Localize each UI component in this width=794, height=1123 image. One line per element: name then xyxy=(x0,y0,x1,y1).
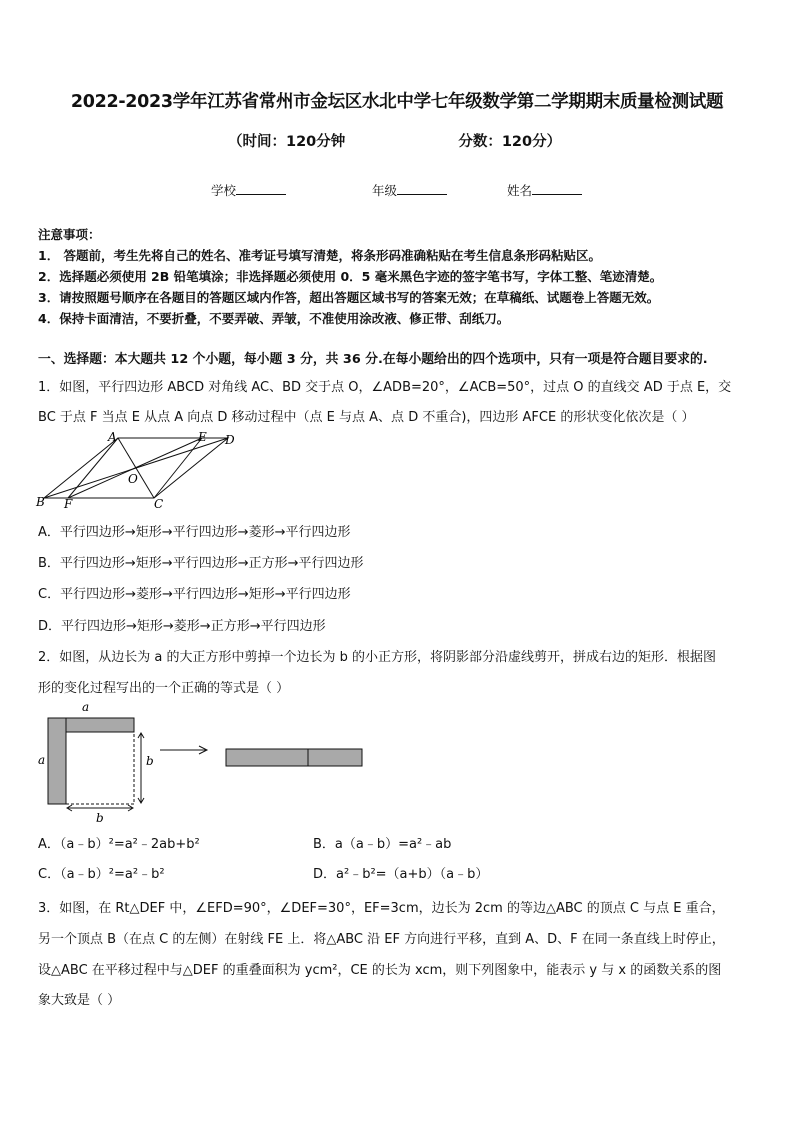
label-E: E xyxy=(198,430,207,444)
note-item: 3．请按照题号顺序在各题目的答题区域内作答，超出答题区域书写的答案无效；在草稿纸、试题卷上答题无效。 xyxy=(38,290,660,305)
q1-text-line: 1．如图，平行四边形 ABCD 对角线 AC、BD 交于点 O，∠ADB=20°，∠ACB=50°，过点 O 的直线交 AD 于点 E，交 xyxy=(38,380,732,395)
q3-text-line: 另一个顶点 B（在点 C 的左侧）在射线 FE 上．将△ABC 沿 EF 方向进行平移，直到 A、D、F 在同一条直线上时停止， xyxy=(38,932,725,947)
label-C: C xyxy=(154,497,164,511)
notes-heading: 注意事项： xyxy=(38,227,101,242)
q2-option-b[interactable]: B．a（a﹣b）=a²﹣ab xyxy=(313,837,452,852)
label-right-b: b xyxy=(146,754,154,768)
total-score: 分数：120分） xyxy=(458,134,562,150)
note-item: 2．选择题必须使用 2B 铅笔填涂；非选择题必须使用 0．5 毫米黑色字迹的签字笔书写，字体工整、笔迹清楚。 xyxy=(38,269,663,284)
label-B: B xyxy=(36,495,45,509)
label-bottom-b: b xyxy=(96,811,104,825)
q3-text-line: 设△ABC 在平移过程中与△DEF 的重叠面积为 ycm²，CE 的长为 xcm，则下列图象中，能表示 y 与 x 的函数关系的图 xyxy=(38,963,722,978)
q2-option-a[interactable]: A．（a﹣b）²=a²﹣2ab+b² xyxy=(38,837,200,852)
q2-option-c[interactable]: C．（a﹣b）²=a²﹣b² xyxy=(38,867,165,882)
q2-text-line: 2．如图，从边长为 a 的大正方形中剪掉一个边长为 b 的小正方形，将阴影部分沿虚线剪开，拼成右边的矩形．根据图 xyxy=(38,650,717,665)
q1-text-line: BC 于点 F 当点 E 从点 A 向点 D 移动过程中（点 E 与点 A、点 D 不重合)，四边形 AFCE 的形状变化依次是（ ） xyxy=(38,410,695,425)
q1-option-d[interactable]: D．平行四边形→矩形→菱形→正方形→平行四边形 xyxy=(38,619,326,634)
label-D: D xyxy=(225,433,235,447)
q2-text-line: 形的变化过程写出的一个正确的等式是（ ） xyxy=(38,681,290,696)
time-limit: （时间：120分钟 xyxy=(228,134,346,150)
q3-text-line: 3．如图，在 Rt△DEF 中，∠EFD=90°，∠DEF=30°，EF=3cm，边长为 2cm 的等边△ABC 的顶点 C 与点 E 重合， xyxy=(38,901,725,916)
exam-info xyxy=(228,130,561,151)
note-item: 4．保持卡面清洁，不要折叠，不要弄破、弄皱，不准使用涂改液、修正带、刮纸刀。 xyxy=(38,311,510,326)
grade-field[interactable]: 年级 xyxy=(372,181,447,199)
q1-parallelogram-figure xyxy=(30,428,250,512)
label-O: O xyxy=(128,472,138,486)
name-field[interactable]: 姓名 xyxy=(507,181,582,199)
q1-option-b[interactable]: B．平行四边形→矩形→平行四边形→正方形→平行四边形 xyxy=(38,556,364,571)
label-F: F xyxy=(64,497,73,511)
label-left-a: a xyxy=(38,753,46,767)
q3-text-line: 象大致是（ ） xyxy=(38,993,121,1008)
label-top-a: a xyxy=(82,700,90,714)
q2-option-d[interactable]: D．a²﹣b²=（a+b）（a﹣b） xyxy=(313,867,489,882)
q1-option-c[interactable]: C．平行四边形→菱形→平行四边形→矩形→平行四边形 xyxy=(38,587,351,602)
page-title: 2022-2023学年江苏省常州市金坛区水北中学七年级数学第二学期期末质量检测试题 xyxy=(70,92,724,112)
note-item: 1． 答题前，考生先将自己的姓名、准考证号填写清楚，将条形码准确粘贴在考生信息条形码粘贴区。 xyxy=(38,248,602,263)
q1-option-a[interactable]: A．平行四边形→矩形→平行四边形→菱形→平行四边形 xyxy=(38,525,351,540)
q2-square-figure xyxy=(30,696,370,826)
section-heading: 一、选择题：本大题共 12 个小题，每小题 3 分，共 36 分.在每小题给出的四个选项中，只有一项是符合题目要求的. xyxy=(38,352,708,367)
label-A: A xyxy=(108,430,117,444)
school-field[interactable]: 学校 xyxy=(211,181,286,199)
